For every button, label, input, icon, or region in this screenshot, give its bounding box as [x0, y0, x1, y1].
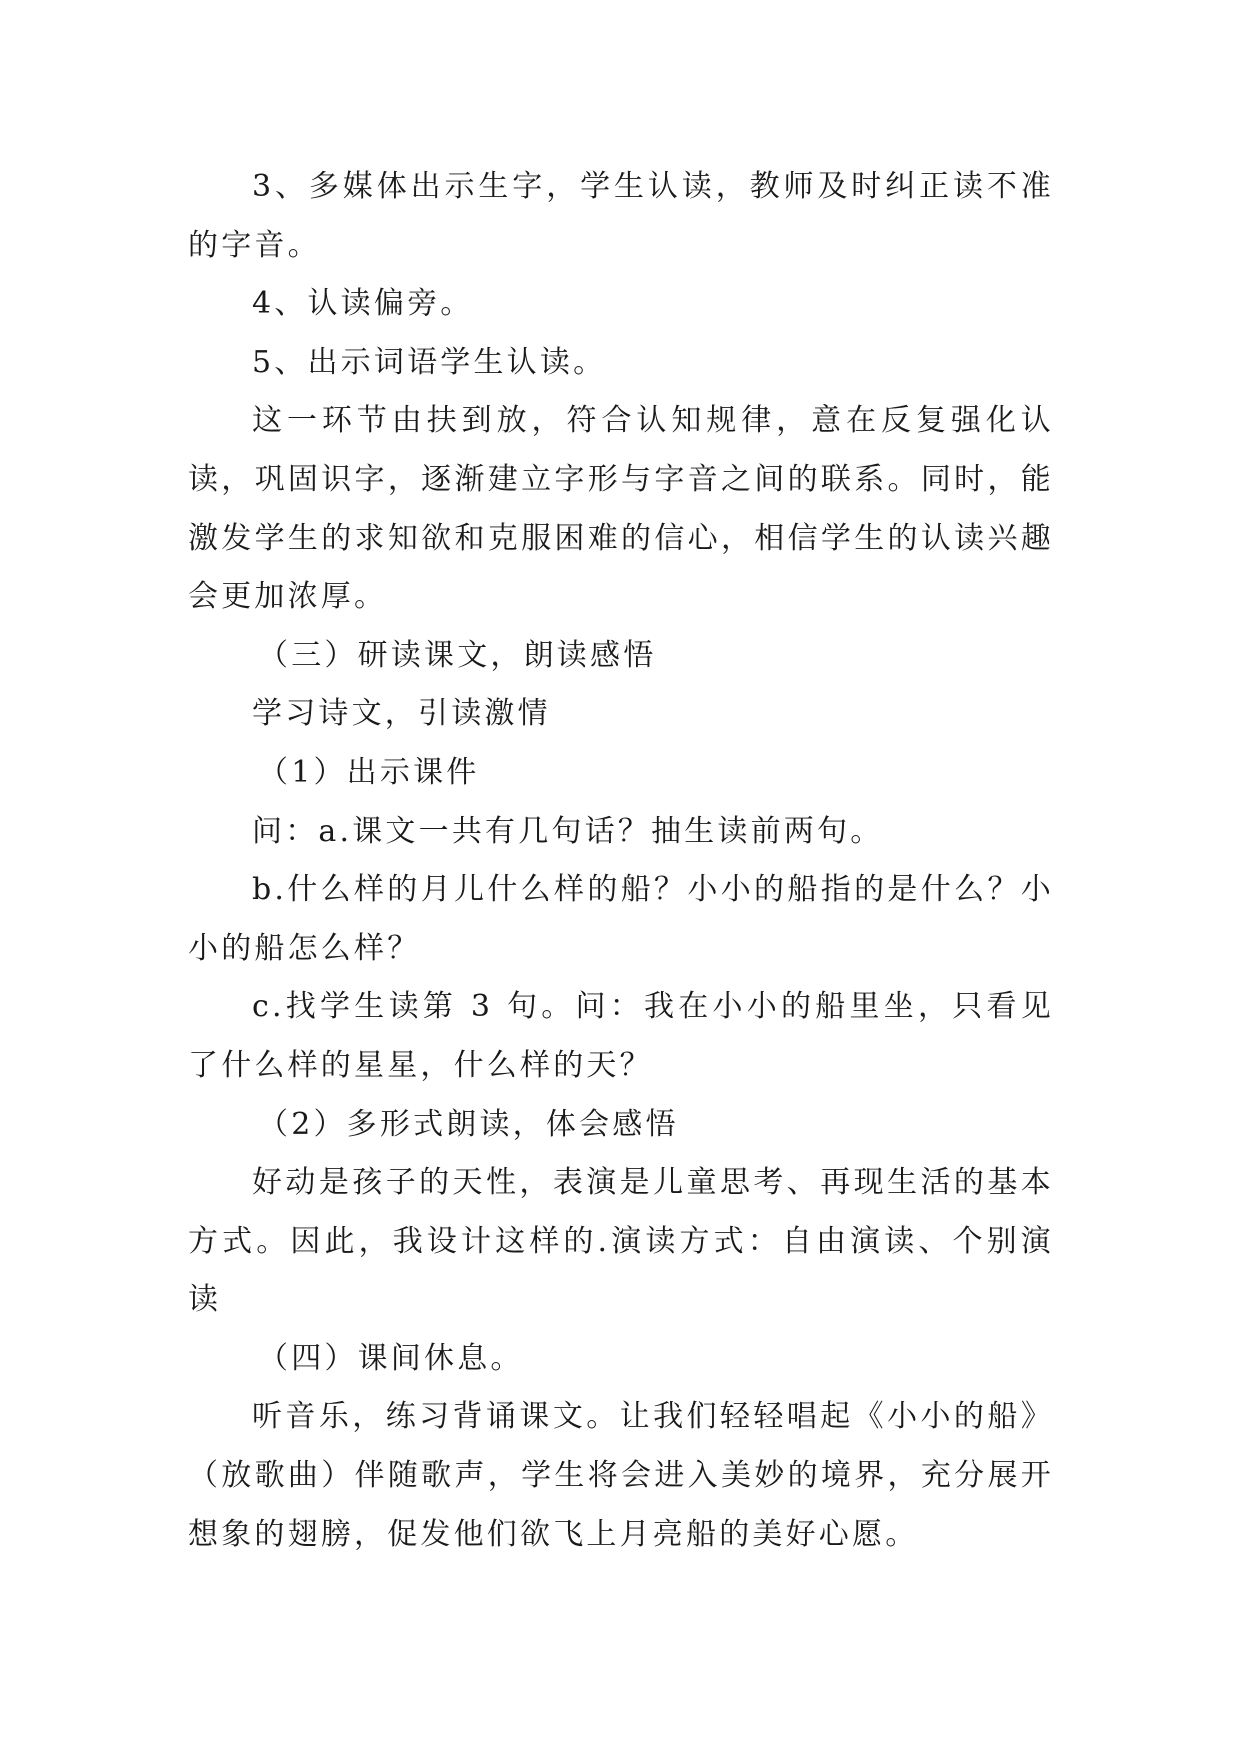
- paragraph: b.什么样的月儿什么样的船？小小的船指的是什么？小小的船怎么样？: [188, 872, 1054, 966]
- document-body: [188, 158, 1054, 1564]
- paragraph: 4、认读偏旁。: [252, 286, 474, 322]
- paragraph: c.找学生读第 3 句。问：我在小小的船里坐，只看见了什么样的星星，什么样的天？: [188, 989, 1054, 1083]
- paragraph: 学习诗文，引读激情: [252, 696, 551, 732]
- paragraph: 好动是孩子的天性，表演是儿童思考、再现生活的基本方式。因此，我设计这样的.演读方式：自由演读、个别演读: [188, 1165, 1054, 1318]
- paragraph: 5、出示词语学生认读。: [252, 344, 607, 380]
- sub-heading: （2）多形式朗读，体会感悟: [258, 1106, 679, 1142]
- paragraph: 这一环节由扶到放，符合认知规律，意在反复强化认读，巩固识字，逐渐建立字形与字音之间的联系。同时，能激发学生的求知欲和克服困难的信心，相信学生的认读兴趣会更加浓厚。: [188, 403, 1054, 615]
- paragraph: 问：a.课文一共有几句话？抽生读前两句。: [252, 813, 884, 849]
- paragraph: 3、多媒体出示生字，学生认读，教师及时纠正读不准的字音。: [188, 169, 1054, 263]
- section-heading: （四）课间休息。: [258, 1340, 524, 1376]
- sub-heading: （1）出示课件: [258, 754, 480, 790]
- section-heading: （三）研读课文，朗读感悟: [258, 637, 657, 673]
- paragraph: 听音乐，练习背诵课文。让我们轻轻唱起《小小的船》（放歌曲）伴随歌声，学生将会进入美妙的境界，充分展开想象的翅膀，促发他们欲飞上月亮船的美好心愿。: [188, 1399, 1054, 1552]
